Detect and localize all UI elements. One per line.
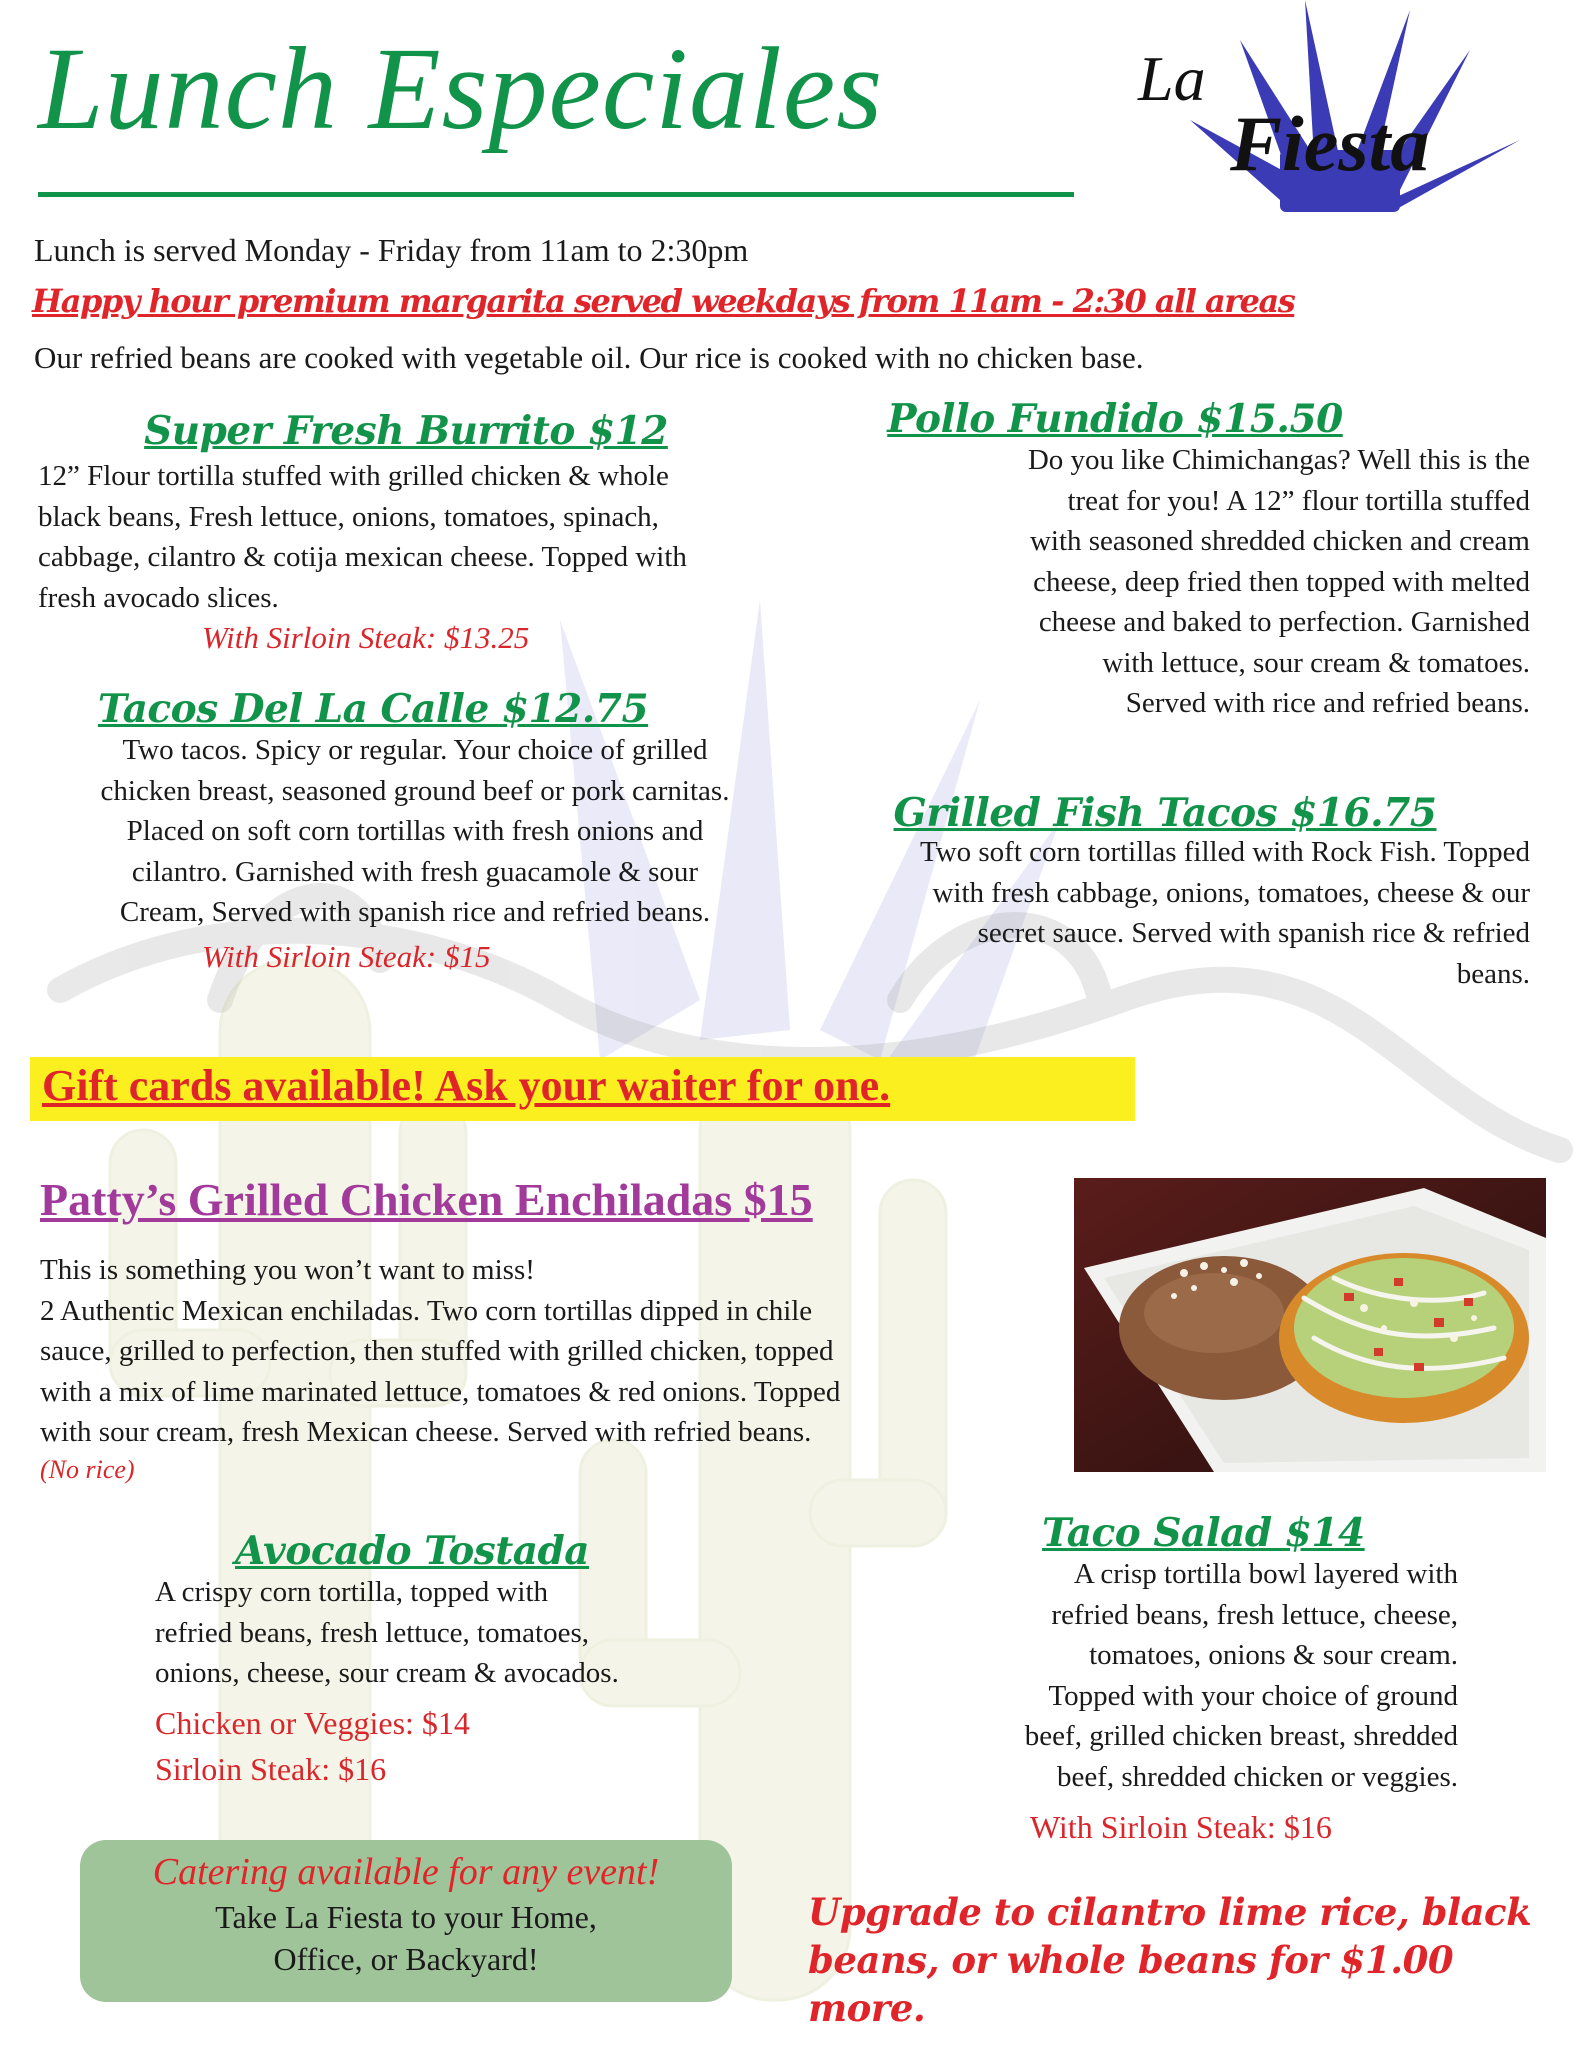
item-desc-line: refried beans, fresh lettuce, cheese, xyxy=(1051,1598,1458,1631)
item-option: With Sirloin Steak: $15 xyxy=(202,938,491,974)
item-desc-line: beef, shredded chicken or veggies. xyxy=(1056,1760,1458,1793)
item-desc-line: beef, grilled chicken breast, shredded xyxy=(1024,1720,1458,1752)
item-title: Taco Salad $14 xyxy=(1042,1510,1365,1556)
item-title: Super Fresh Burrito $12 xyxy=(144,408,668,454)
logo-text-fiesta: Fiesta xyxy=(1230,100,1430,187)
item-desc-line: A crispy corn tortilla, topped with xyxy=(155,1576,549,1608)
upgrade-line: beans, or whole beans for $1.00 more. xyxy=(808,1938,1454,2030)
la-fiesta-logo xyxy=(1130,0,1530,212)
item-desc-line: chicken breast, seasoned ground beef or pork carnitas. xyxy=(100,774,730,807)
upgrade-line: Upgrade to cilantro lime rice, black xyxy=(808,1890,1532,1934)
item-desc-line: Do you like Chimichangas? Well this is the xyxy=(1027,444,1530,476)
item-desc-line: Topped with your choice of ground xyxy=(1048,1679,1458,1712)
item-title: Pollo Fundido $15.50 xyxy=(887,396,1343,442)
title-underline xyxy=(38,192,1074,197)
item-desc-line: secret sauce. Served with spanish rice & refried xyxy=(977,917,1530,949)
menu-item-taco-salad xyxy=(900,1510,1460,1846)
prep-note: Our refried beans are cooked with vegetable oil. Our rice is cooked with no chicken base. xyxy=(34,340,1144,375)
menu-item-tacos-calle xyxy=(30,686,800,975)
lunch-hours: Lunch is served Monday - Friday from 11am to 2:30pm xyxy=(34,232,749,268)
item-desc-line: A crisp tortilla bowl layered with xyxy=(1073,1558,1458,1590)
enchiladas-photo xyxy=(1074,1178,1546,1472)
menu-item-pollo-fundido xyxy=(820,396,1530,724)
item-desc-line: black beans, Fresh lettuce, onions, tomatoes, spinach, xyxy=(38,500,659,533)
item-option: With Sirloin Steak: $13.25 xyxy=(202,620,530,655)
enchiladas-description xyxy=(40,1250,1070,1487)
item-desc-line: cheese, deep fried then topped with melted xyxy=(1033,565,1530,598)
menu-item-burrito xyxy=(38,408,798,656)
item-desc-line: with lettuce, sour cream & tomatoes. xyxy=(1102,646,1530,679)
no-rice-note: (No rice) xyxy=(40,1454,135,1484)
catering-title: Catering available for any event! xyxy=(152,1851,660,1893)
item-desc-line: beans. xyxy=(1456,957,1530,990)
logo-text-la: La xyxy=(1138,43,1206,114)
menu-item-fish-tacos xyxy=(820,790,1530,994)
item-title: Grilled Fish Tacos $16.75 xyxy=(893,790,1437,836)
catering-text xyxy=(80,1848,732,1980)
item-desc-line: cheese and baked to perfection. Garnished xyxy=(1038,606,1530,638)
item-desc-line: Placed on soft corn tortillas with fresh onions and xyxy=(126,815,704,847)
item-desc-line: tomatoes, onions & sour cream. xyxy=(1089,1639,1458,1671)
gift-card-text: Gift cards available! Ask your waiter for one. xyxy=(42,1061,891,1110)
item-desc-line: refried beans, fresh lettuce, tomatoes, xyxy=(155,1616,590,1649)
item-option: With Sirloin Steak: $16 xyxy=(1030,1809,1332,1845)
upgrade-note xyxy=(808,1888,1582,2032)
item-desc-line: Cream, Served with spanish rice and refried beans. xyxy=(119,896,711,928)
item-desc-line: 2 Authentic Mexican enchiladas. Two corn tortillas dipped in chile xyxy=(40,1294,813,1327)
item-option: Sirloin Steak: $16 xyxy=(155,1750,387,1787)
item-desc-line: with sour cream, fresh Mexican cheese. Served with refried beans. xyxy=(40,1416,812,1448)
item-desc-line: onions, cheese, sour cream & avocados. xyxy=(155,1657,619,1689)
item-desc-line: This is something you won’t want to miss! xyxy=(40,1254,535,1286)
menu-item-avocado-tostada xyxy=(155,1528,715,1792)
item-title: Tacos Del La Calle $12.75 xyxy=(97,686,649,732)
happy-hour-notice: Happy hour premium margarita served weekdays from 11am - 2:30 all areas xyxy=(32,282,1295,320)
item-desc-line: with fresh cabbage, onions, tomatoes, cheese & our xyxy=(932,876,1530,909)
item-desc-line: 12” Flour tortilla stuffed with grilled chicken & whole xyxy=(38,460,669,492)
item-desc-line: cabbage, cilantro & cotija mexican cheese. Topped with xyxy=(38,541,687,573)
catering-line: Office, or Backyard! xyxy=(273,1941,539,1977)
item-desc-line: sauce, grilled to perfection, then stuffed with grilled chicken, topped xyxy=(40,1335,834,1367)
item-desc-line: with a mix of lime marinated lettuce, tomatoes & red onions. Topped xyxy=(40,1375,841,1408)
item-desc-line: Two tacos. Spicy or regular. Your choice of grilled xyxy=(122,734,708,766)
item-desc-line: treat for you! A 12” flour tortilla stuffed xyxy=(1067,484,1530,517)
item-desc-line: Served with rice and refried beans. xyxy=(1125,687,1530,719)
catering-line: Take La Fiesta to your Home, xyxy=(215,1899,597,1935)
item-desc-line: cilantro. Garnished with fresh guacamole & sour xyxy=(131,855,699,888)
item-desc-line: with seasoned shredded chicken and cream xyxy=(1029,525,1530,557)
page-title: Lunch Especiales xyxy=(38,23,884,154)
item-option: Chicken or Veggies: $14 xyxy=(155,1704,470,1741)
item-desc-line: fresh avocado slices. xyxy=(38,581,279,614)
item-desc-line: Two soft corn tortillas filled with Rock Fish. Topped xyxy=(920,836,1530,868)
enchiladas-title: Patty’s Grilled Chicken Enchiladas $15 xyxy=(40,1174,813,1225)
item-title: Avocado Tostada xyxy=(235,1528,590,1574)
